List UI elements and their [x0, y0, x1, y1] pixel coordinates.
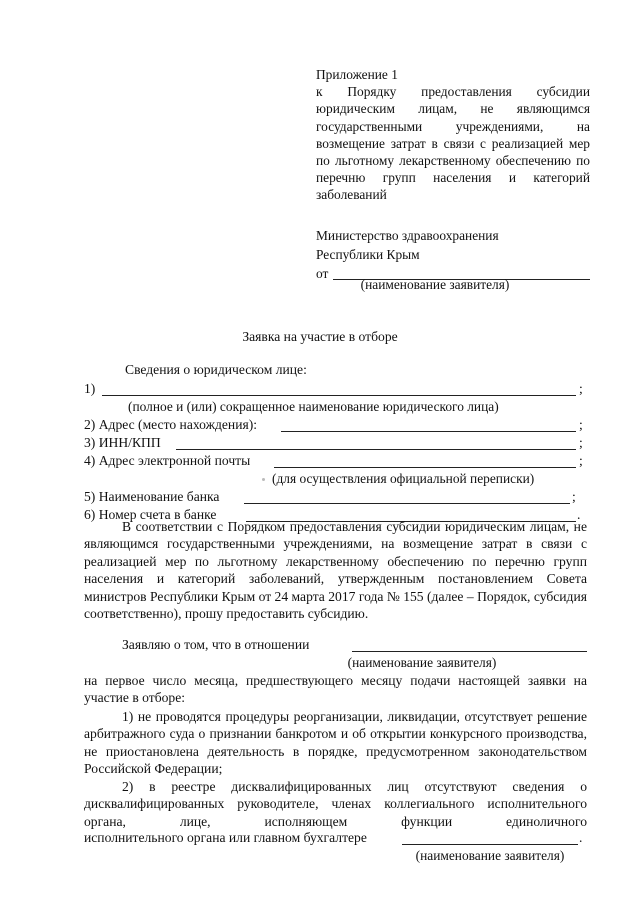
- declaration-caption: (наименование заявителя): [347, 655, 497, 670]
- field-6-label: 6) Номер счета в банке: [84, 507, 217, 522]
- declaration-item-2: 2) в реестре дисквалифицированных лиц отсутствуют сведения о дисквалифицированных руководителе, членах коллегиального исполнительного органа, лице, исполняющем функции единоличного: [84, 779, 587, 829]
- declaration-row: [122, 637, 587, 654]
- item-2-last-text: исполнительного органа или главном бухгалтере: [84, 830, 367, 845]
- field-3-blank-line[interactable]: [176, 449, 576, 450]
- field-2-label: 2) Адрес (место нахождения):: [84, 417, 258, 432]
- field-3-end: ;: [579, 435, 583, 450]
- field-2-end: ;: [579, 417, 583, 432]
- field-5-label: 5) Наименование банка: [84, 489, 220, 504]
- field-row-1: [84, 381, 584, 398]
- document-title: Заявка на участие в отборе: [242, 329, 398, 344]
- appendix-block: [316, 66, 590, 204]
- legal-entity-intro: Сведения о юридическом лице:: [125, 362, 307, 377]
- field-row-2: [84, 417, 584, 434]
- field-3-label: 3) ИНН/КПП: [84, 435, 161, 450]
- appendix-title: Приложение 1: [316, 67, 398, 82]
- from-label: от: [316, 266, 329, 281]
- field-5-blank-line[interactable]: [244, 503, 570, 504]
- from-caption: (наименование заявителя): [360, 277, 510, 292]
- declaration-item-1: 1) не проводятся процедуры реорганизации, ликвидации, отсутствует решение арбитражного суда о признании банкротом и об открытии конкурсного производства, не приостановлена деятельность в порядке, предусмотренном законодательством Российской Федерации;: [84, 709, 587, 777]
- item-2-end: .: [579, 830, 583, 845]
- item-2-caption: (наименование заявителя): [415, 848, 565, 863]
- field-5-end: ;: [572, 489, 576, 504]
- recipient-block: [316, 226, 590, 283]
- field-1-label: 1): [84, 381, 96, 396]
- field-4-caption: (для осуществления официальной переписки): [272, 471, 535, 486]
- declaration-blank-line[interactable]: [352, 651, 587, 652]
- field-1-end: ;: [579, 381, 583, 396]
- field-1-blank-line[interactable]: [102, 395, 576, 396]
- field-4-label: 4) Адрес электронной почты: [84, 453, 251, 468]
- recipient-line-2: Республики Крым: [316, 247, 420, 262]
- field-4-blank-line[interactable]: [274, 467, 576, 468]
- scan-artifact: [262, 478, 265, 481]
- recipient-line-1: Министерство здравоохранения: [316, 228, 499, 243]
- paragraph-request: В соответствии с Порядком предоставления субсидии юридическим лицам, не являющимся государственными учреждениями, на возмещение затрат в связи с реализацией мер по льготному лекарственному обеспечению по перечню групп населения и категорий заболеваний, утвержденным постановлением Совета министров Республики Крым от 24 марта 2017 года № 155 (далее – Порядок, субсидия соответственно), прошу предоставить субсидию.: [84, 519, 587, 622]
- field-4-end: ;: [579, 453, 583, 468]
- field-row-4: [84, 453, 584, 470]
- field-6-end: .: [577, 507, 581, 522]
- field-1-caption: (полное и (или) сокращенное наименование юридического лица): [128, 399, 499, 414]
- item-2-blank-line[interactable]: [402, 844, 578, 845]
- declaration-label: Заявляю о том, что в отношении: [122, 637, 310, 652]
- appendix-text: к Порядку предоставления субсидии юридическим лицам, не являющимся государственными учреждениями, на возмещение затрат в связи с реализацией мер по льготному лекарственному обеспечению по перечню групп населения и категорий заболеваний: [316, 84, 590, 203]
- field-row-3: [84, 435, 584, 452]
- declaration-item-2-last-line: [84, 830, 587, 847]
- field-row-5: [84, 489, 584, 506]
- field-2-blank-line[interactable]: [281, 431, 576, 432]
- declaration-continuation: на первое число месяца, предшествующего месяцу подачи настоящей заявки на участие в отборе:: [84, 673, 587, 706]
